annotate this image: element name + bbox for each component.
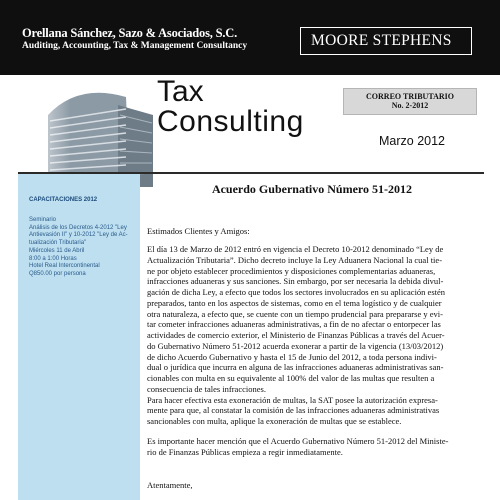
paragraph-line: Para hacer efectiva esta exoneración de multas, la SAT posee la autorización expresa-	[147, 394, 438, 405]
sidebar-event-details	[29, 217, 128, 279]
sidebar-line: Análisis de los Decretos 4-2012 "Ley	[29, 224, 127, 231]
paragraph-line: mente para que, al constatar la comisión de las infracciones aduaneras administrativas	[147, 405, 440, 416]
masthead-title-consulting: Consulting	[157, 105, 304, 138]
paragraph-line: actividades de comercio exterior, el Ministerio de Finanzas Públicas a través del Acuer-	[147, 330, 445, 340]
paragraph-line: de dicho Acuerdo Gubernativo y hasta el 15 de Junio del 2012, a toda persona indivi-	[147, 351, 437, 362]
issue-label: CORREO TRIBUTARIO	[366, 92, 454, 101]
paragraph-line: rio de Finanzas Públicas empieza a regir inmediatamente.	[147, 446, 343, 457]
paragraph-line: dual o jurídica que incurra en alguna de las infracciones aduaneras administrativas san-	[147, 362, 444, 373]
paragraph-line: El día 13 de Marzo de 2012 entró en vigencia el Decreto 10-2012 denominado “Ley de	[147, 244, 444, 254]
issue-number: No. 2-2012	[391, 101, 429, 110]
firm-tagline: Auditing, Accounting, Tax & Management Consultancy	[22, 41, 248, 51]
paragraph-line: tar cometer infracciones aduaneras administrativas, a fin de no afectar o entorpecer las	[147, 319, 441, 330]
masthead-title-tax: Tax	[157, 75, 204, 108]
sidebar-heading: CAPACITACIONES 2012	[29, 197, 98, 203]
article-greeting: Estimados Clientes y Amigos:	[147, 226, 250, 236]
article-paragraph-1	[147, 244, 481, 427]
sidebar-line: Antievasión II" y 10-2012 "Ley de Ac-	[29, 232, 128, 239]
sidebar-line: Hotel Real Intercontinental	[29, 263, 100, 270]
paragraph-line: Es importante hacer mención que el Acuerdo Gubernativo Número 51-2012 del Ministe-	[147, 436, 449, 446]
building-photo-icon	[18, 75, 168, 187]
article-closing: Atentamente,	[147, 480, 193, 490]
paragraph-line: otra naturaleza, a efecto que, se cuente con un tiempo prudencial para prepararse y evi-	[147, 308, 443, 319]
paragraph-line: infracciones aduaneras y sus sanciones. Sin embargo, por ser necesaria la debida divul-	[147, 276, 444, 287]
issue-date: Marzo 2012	[379, 134, 446, 148]
sidebar-line: 8:00 a 1:00 Horas	[29, 255, 77, 262]
brand-name: MOORE STEPHENS	[311, 32, 452, 49]
paragraph-line: do Gubernativo Número 51-2012 acuerda exonerar a partir de la vigencia (13/03/2012)	[147, 340, 444, 351]
issue-badge	[343, 88, 477, 115]
article-title: Acuerdo Gubernativo Número 51-2012	[211, 182, 413, 196]
sidebar-line: Seminario	[29, 217, 57, 223]
paragraph-line: consecuencia de tales infracciones.	[147, 383, 266, 394]
article-paragraph-2	[147, 436, 481, 458]
paragraph-line: ne por objeto establecer procedimientos y disposiciones complementarias aduaneras,	[147, 265, 436, 276]
paragraph-line: preparados, tanto en los aspectos de sistemas, como en el tema logístico y de cualquier	[147, 297, 442, 308]
paragraph-line: gación de dicha Ley, a efecto que todos los sectores involucrados en su aplicación estén	[147, 287, 446, 297]
paragraph-line: cionables con multa en su equivalente al 100% del valor de las multas que resulten a	[147, 373, 435, 383]
sidebar-line: tualización Tributaria"	[29, 240, 87, 247]
paragraph-line: Actualización Tributaria”. Dicho decreto incluye la Ley Aduanera Nacional la cual tie-	[147, 254, 443, 265]
paragraph-line: sancionables con multa, aplique la exoneración de multas que se establece.	[147, 416, 402, 426]
firm-name: Orellana Sánchez, Sazo & Asociados, S.C.	[22, 26, 238, 40]
sidebar-line: Q850.00 por persona	[29, 270, 86, 277]
sidebar-line: Miércoles 11 de Abril	[29, 247, 85, 254]
